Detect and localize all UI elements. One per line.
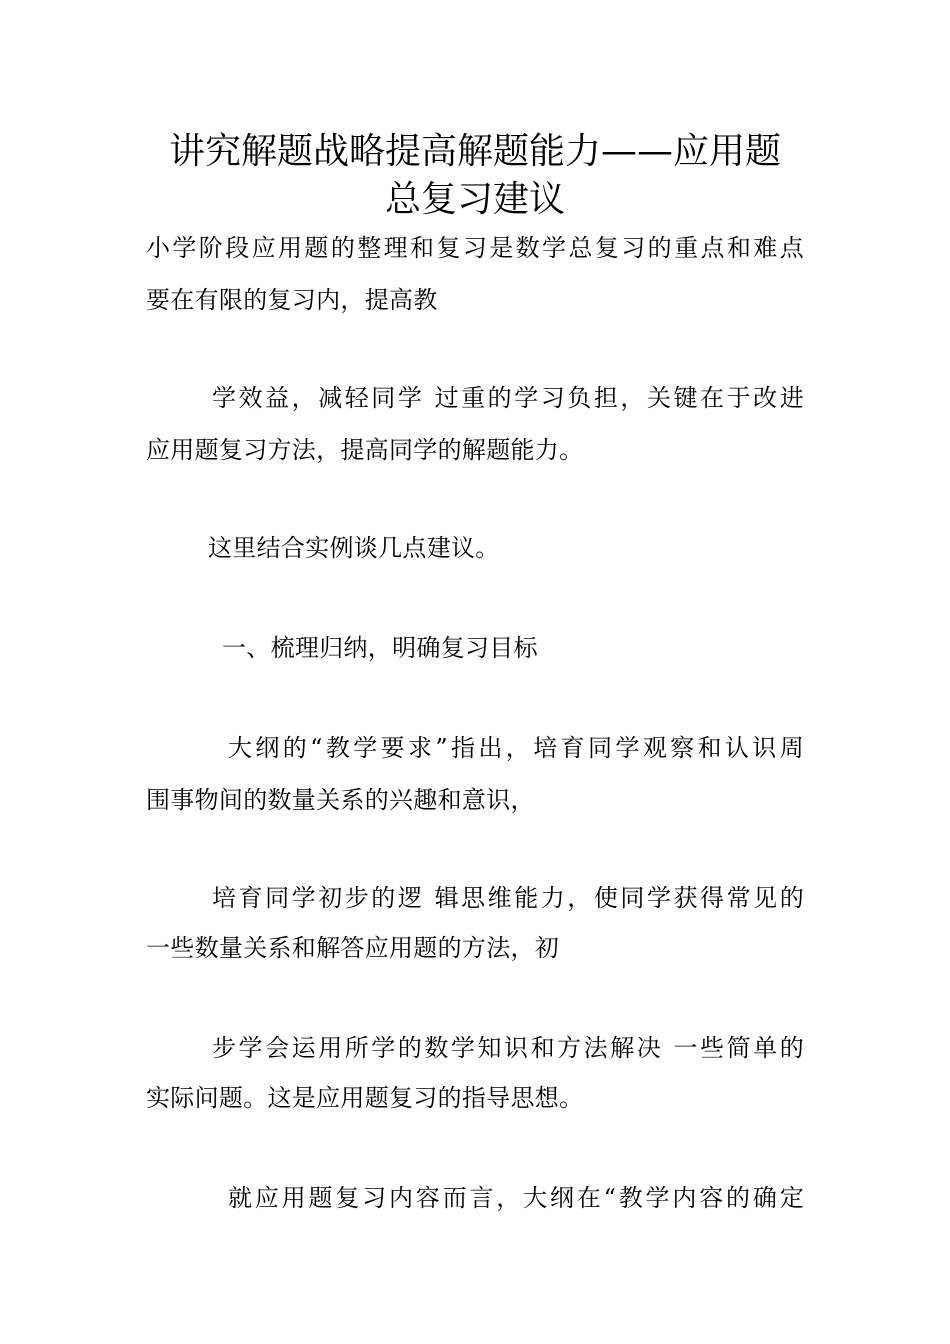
body-line-9: 培育同学初步的逻 辑思维能力，使同学获得常见的: [212, 884, 804, 912]
body-line-8: 围事物间的数量关系的兴趣和意识，: [146, 786, 535, 814]
document-title-line-1: 讲究解题战略提高解题能力——应用题: [168, 131, 781, 172]
body-line-3: 学效益，减轻同学 过重的学习负担，关键在于改进: [212, 384, 804, 412]
body-line-2: 要在有限的复习内，提高教: [146, 286, 438, 314]
section-heading-1: 一、梳理归纳，明确复习目标: [222, 634, 538, 662]
body-line-4: 应用题复习方法，提高同学的解题能力。: [146, 436, 584, 464]
body-line-13: 就应用题复习内容而言，大纲在“教学内容的确定: [228, 1184, 804, 1212]
document-title-line-2: 总复习建议: [384, 179, 565, 220]
body-line-1: 小学阶段应用题的整理和复习是数学总复习的重点和难点: [146, 234, 804, 262]
body-line-10: 一些数量关系和解答应用题的方法，初: [146, 934, 560, 962]
body-line-12: 实际问题。这是应用题复习的指导思想。: [146, 1084, 584, 1112]
body-line-7: 大纲的“教学要求”指出，培育同学观察和认识周: [228, 734, 804, 762]
body-line-5: 这里结合实例谈几点建议。: [208, 534, 500, 562]
body-line-11: 步学会运用所学的数学知识和方法解决 一些简单的: [212, 1034, 804, 1062]
